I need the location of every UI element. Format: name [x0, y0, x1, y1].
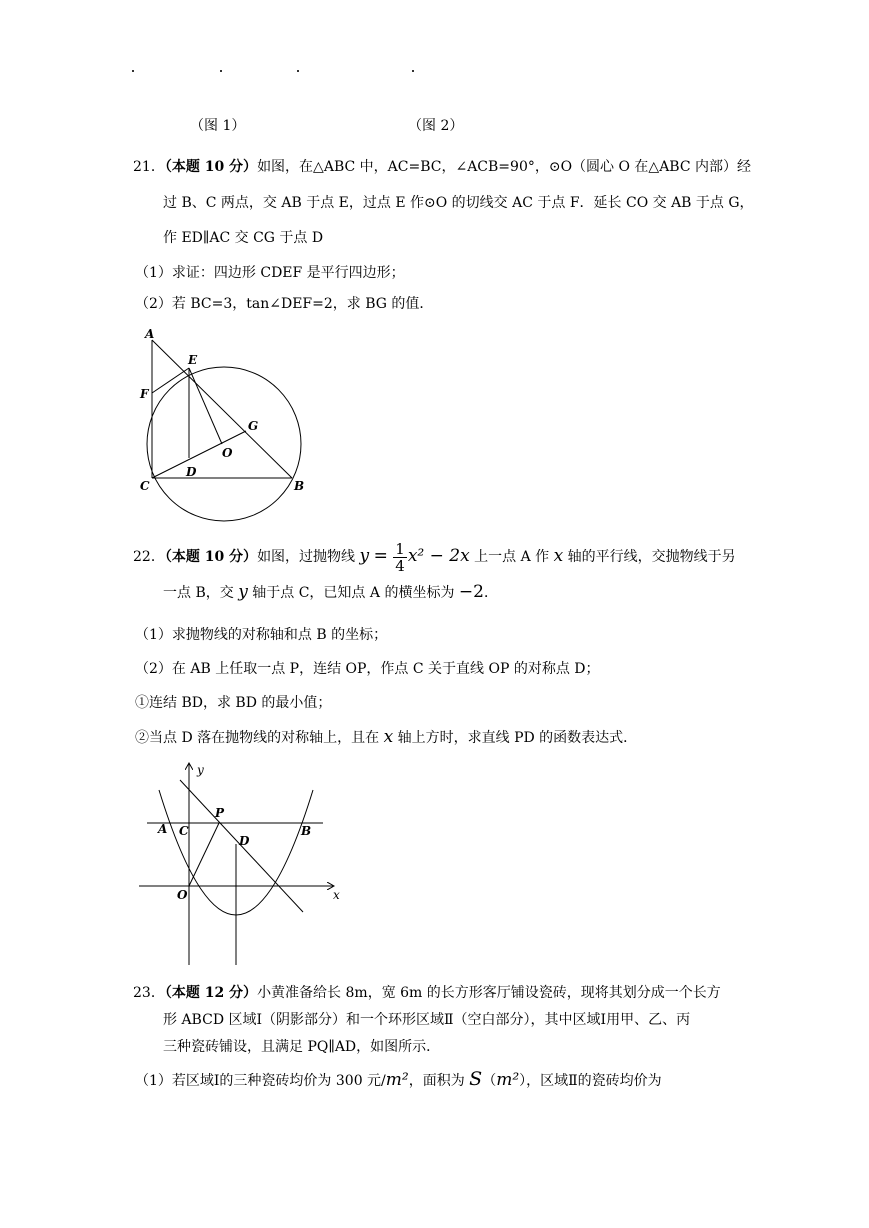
x-variable: x	[553, 546, 564, 566]
fraction-numerator: 1	[395, 539, 405, 558]
question-stem: ．	[483, 585, 498, 601]
question-stem: ②当点 D 落在抛物线的对称轴上，且在	[135, 730, 380, 746]
scan-dot	[132, 70, 134, 72]
scan-dot	[297, 70, 299, 72]
question-score: （本题 12 分）	[164, 985, 258, 1001]
label-e: E	[188, 353, 198, 367]
label-o: O	[177, 888, 188, 902]
q21-line2: 过 B、C 两点，交 AB 于点 E，过点 E 作⊙O 的切线交 AC 于点 F．延长 CO 交 AB 于点 G，	[163, 195, 754, 211]
question-number: 21．	[133, 159, 165, 175]
label-y: y	[197, 763, 204, 777]
figure-caption-1: （图 1）	[190, 118, 246, 134]
question-stem: 轴的平行线，交抛物线于另	[567, 549, 736, 565]
scan-dot	[220, 70, 222, 72]
q22-line1	[133, 538, 736, 574]
segment-op	[189, 823, 219, 886]
unit-m2: m²	[496, 1070, 520, 1090]
label-x: x	[333, 888, 340, 902]
q21-geometry-figure	[130, 320, 320, 530]
label-d: D	[186, 465, 197, 479]
label-p: P	[215, 806, 225, 820]
q23-part1	[135, 1066, 662, 1092]
question-stem: 小黄准备给长 8m，宽 6m 的长方形客厅铺设瓷砖，现将其划分成一个长方	[257, 985, 721, 1001]
label-d: D	[239, 834, 250, 848]
question-stem: 轴上方时，求直线 PD 的函数表达式．	[397, 730, 638, 746]
label-b: B	[294, 479, 305, 493]
q21-line3: 作 ED∥AC 交 CG 于点 D	[163, 230, 324, 246]
unit-m2: m²	[385, 1070, 409, 1090]
circle-o	[147, 367, 301, 521]
question-stem: （	[482, 1073, 497, 1089]
fraction-denominator: 4	[395, 556, 405, 575]
label-b: B	[301, 824, 312, 838]
q22-part1: （1）求抛物线的对称轴和点 B 的坐标；	[135, 627, 388, 643]
q21-line1	[133, 157, 751, 177]
area-s: S	[469, 1068, 483, 1090]
question-number: 23．	[133, 985, 165, 1001]
question-stem: ，面积为	[408, 1073, 465, 1089]
equation-fraction	[393, 541, 407, 574]
q23-line3: 三种瓷砖铺设，且满足 PQ∥AD，如图所示．	[163, 1039, 441, 1055]
question-stem: 轴于点 C，已知点 A 的横坐标为	[252, 585, 455, 601]
segment-eo	[189, 368, 222, 444]
q22-parabola-figure	[135, 760, 355, 970]
label-g: G	[248, 419, 259, 433]
question-score: （本题 10 分）	[164, 159, 258, 175]
q22-part2: （2）在 AB 上任取一点 P，连结 OP，作点 C 关于直线 OP 的对称点 D；	[135, 661, 600, 677]
question-stem: ），区域Ⅱ的瓷砖均价为	[519, 1073, 662, 1089]
label-a: A	[158, 822, 168, 836]
question-number: 22．	[133, 549, 165, 565]
q21-part1: （1）求证：四边形 CDEF 是平行四边形；	[135, 265, 405, 281]
minus-two: −2	[458, 582, 484, 602]
label-c: C	[179, 824, 189, 838]
q22-line2	[163, 582, 498, 603]
equation-y: y	[359, 546, 370, 566]
question-stem: 一点 B，交	[163, 585, 234, 601]
label-c: C	[140, 479, 150, 493]
q22-sub2	[135, 727, 637, 748]
equation-rest: x² − 2x	[407, 546, 470, 566]
question-score: （本题 10 分）	[164, 549, 258, 565]
q22-sub1: ①连结 BD，求 BD 的最小值；	[135, 695, 332, 711]
q23-line2: 形 ABCD 区域Ⅰ（阴影部分）和一个环形区域Ⅱ（空白部分），其中区域Ⅰ用甲、乙、丙	[163, 1012, 691, 1028]
q21-part2: （2）若 BC=3，tan∠DEF=2，求 BG 的值．	[135, 296, 434, 312]
y-variable: y	[238, 582, 248, 602]
label-a: A	[145, 327, 155, 341]
question-stem: 如图，过抛物线	[257, 549, 356, 565]
label-f: F	[140, 387, 149, 401]
figure-caption-2: （图 2）	[408, 118, 464, 134]
question-stem: 上一点 A 作	[474, 549, 550, 565]
q23-line1	[133, 983, 721, 1003]
label-o: O	[222, 446, 233, 460]
equation-equals: =	[373, 546, 388, 566]
question-stem: （1）若区域Ⅰ的三种瓷砖均价为 300 元/	[135, 1073, 386, 1089]
question-stem: 如图，在△ABC 中，AC=BC，∠ACB=90°，⊙O（圆心 O 在△ABC 内部）经	[257, 159, 752, 175]
x-variable: x	[383, 727, 394, 747]
scan-dot	[412, 70, 414, 72]
